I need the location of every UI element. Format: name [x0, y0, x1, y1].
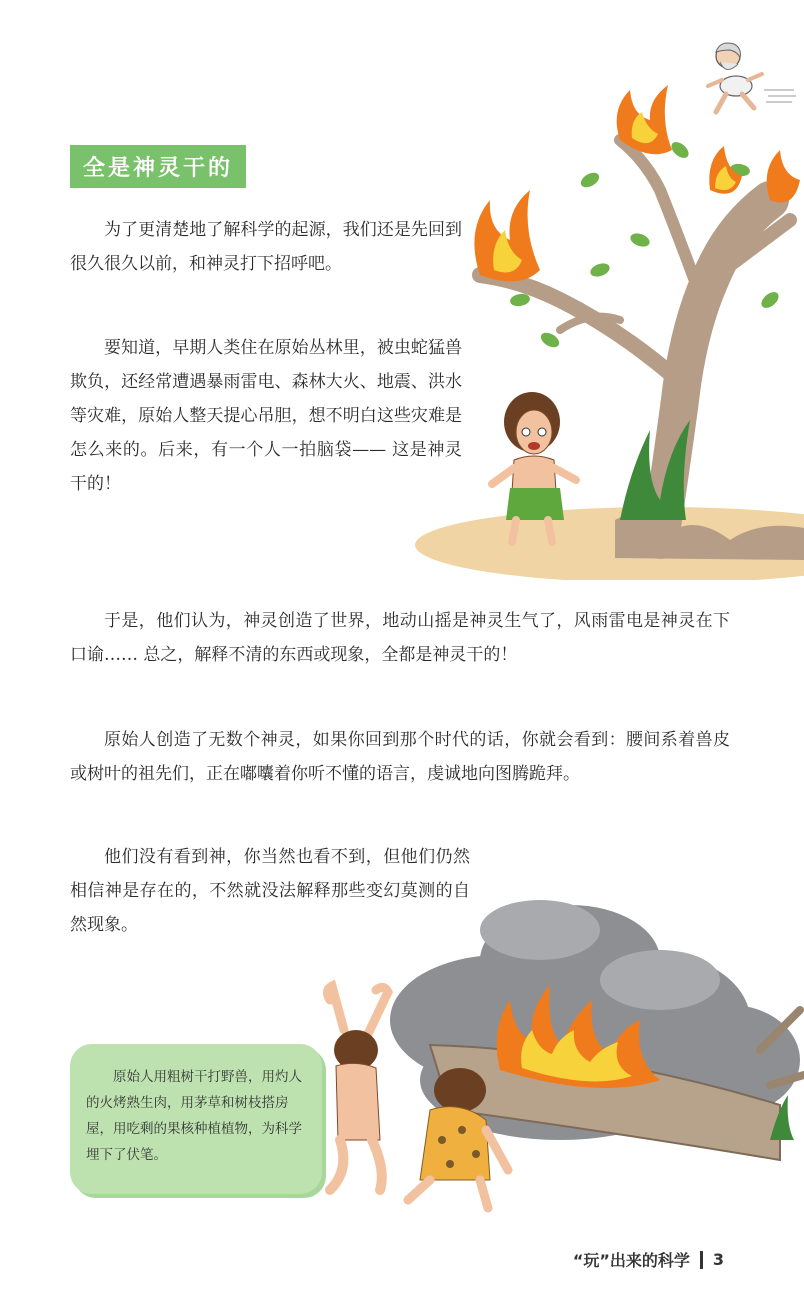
- paragraph-4: 原始人创造了无数个神灵，如果你回到那个时代的话，你就会看到：腰间系着兽皮或树叶的祖先们，正在嘟囔着你听不懂的语言，虔诚地向图腾跪拜。: [70, 730, 730, 784]
- note-text: 原始人用粗树干打野兽，用灼人的火烤熟生肉，用茅草和树枝搭房屋，用吃剩的果核种植植物，为科学埋下了伏笔。: [86, 1069, 302, 1163]
- note-box: [70, 1044, 322, 1194]
- footer-divider: [700, 1251, 703, 1269]
- burning-tree-illustration: [410, 80, 804, 580]
- book-title: “玩”出来的科学: [572, 1251, 690, 1270]
- paragraph-2: 要知道，早期人类住在原始丛林里，被虫蛇猛兽欺负，还经常遭遇暴雨雷电、森林大火、地震、洪水等灾难，原始人整天提心吊胆，想不明白这些灾难是怎么来的。后来，有一个人一拍脑袋—— 这是神灵干的！: [70, 338, 462, 494]
- page-footer: [573, 1248, 724, 1271]
- section-title: 全是神灵干的: [70, 145, 246, 188]
- paragraph-1: 为了更清楚地了解科学的起源，我们还是先回到很久很久以前，和神灵打下招呼吧。: [70, 220, 462, 274]
- burning-log-illustration: [300, 870, 804, 1230]
- page-number: 3: [712, 1250, 724, 1269]
- paragraph-3: 于是，他们认为，神灵创造了世界，地动山摇是神灵生气了，风雨雷电是神灵在下口谕…… 总之，解释不清的东西或现象，全都是神灵干的！: [70, 611, 730, 665]
- paragraph-5: 他们没有看到神，你当然也看不到，但他们仍然相信神是存在的，不然就没法解释那些变幻莫测的自然现象。: [70, 847, 470, 935]
